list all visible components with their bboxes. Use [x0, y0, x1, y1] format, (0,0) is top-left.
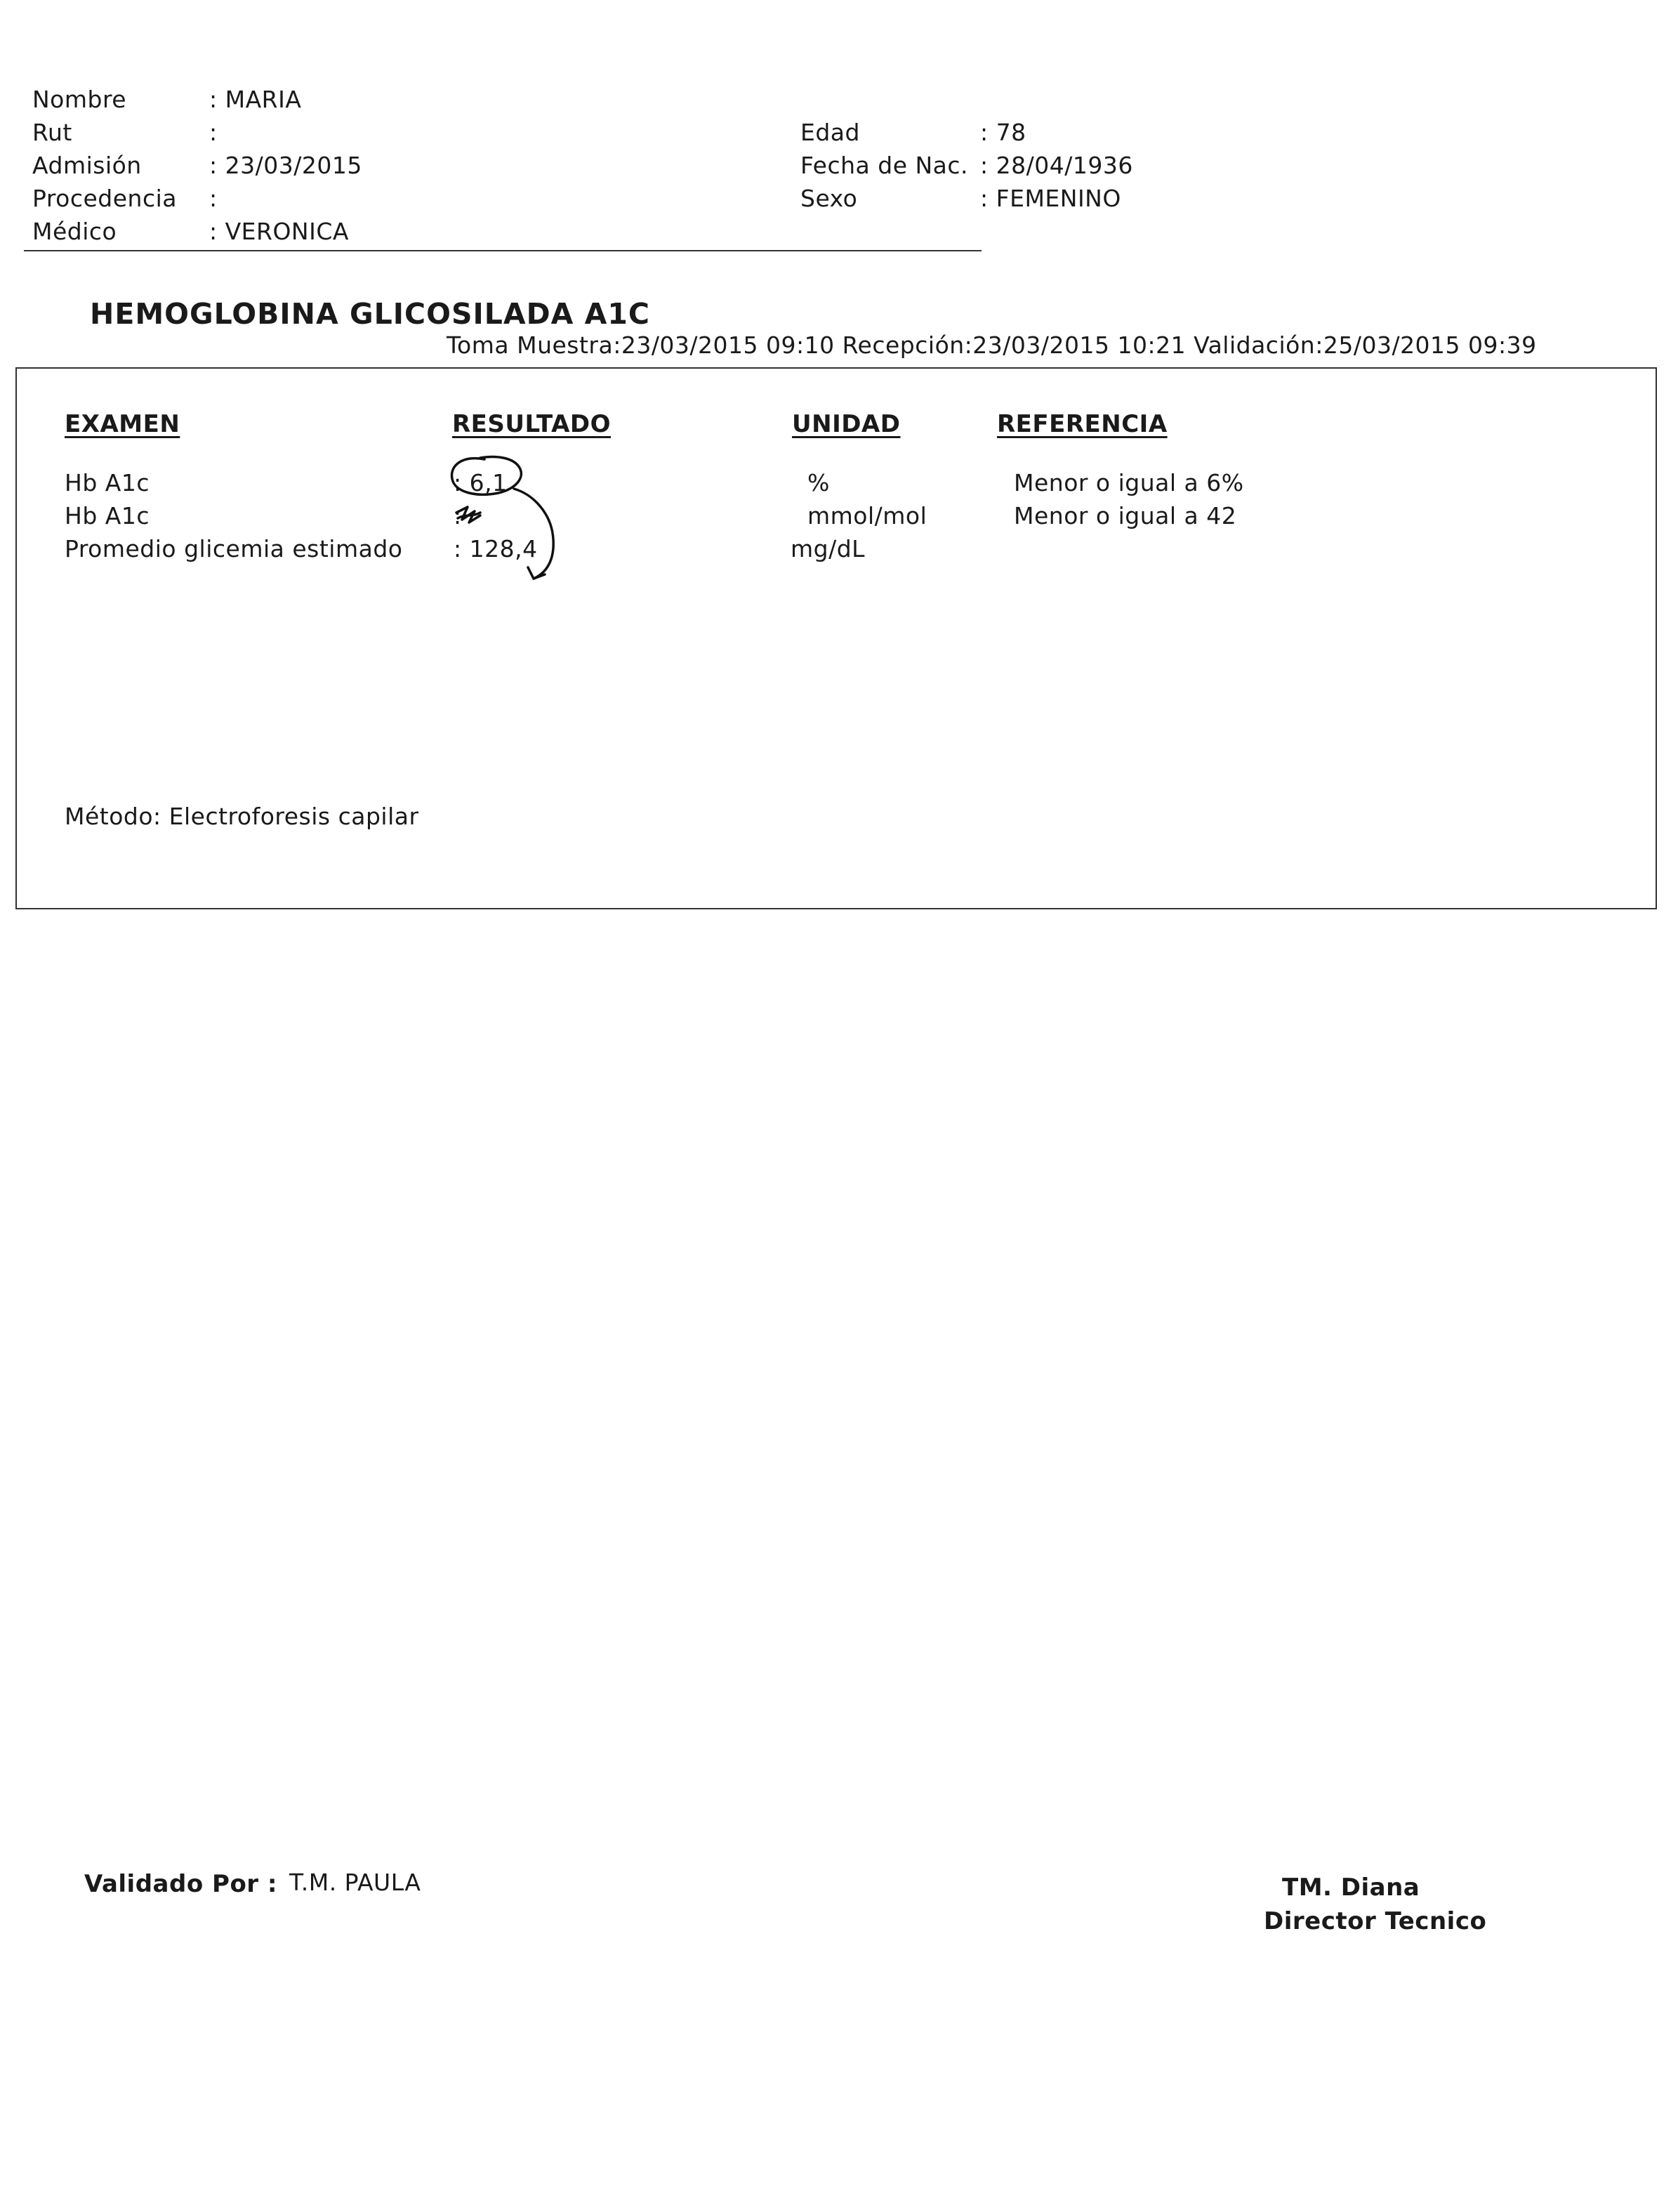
handwritten-annotation-icon: [421, 449, 583, 590]
nombre-label: Nombre: [32, 86, 127, 113]
row3-unidad: mg/dL: [791, 535, 866, 562]
admision-value: : 23/03/2015: [209, 152, 362, 179]
director-title: Director Tecnico: [1264, 1907, 1487, 1935]
procedencia-value: :: [209, 185, 218, 212]
col-header-unidad: UNIDAD: [792, 410, 901, 438]
method-text: Método: Electroforesis capilar: [65, 803, 419, 830]
rut-label: Rut: [32, 119, 72, 146]
row2-unidad: mmol/mol: [807, 502, 927, 529]
row2-resultado: :: [454, 502, 462, 529]
nombre-value: : MARIA: [209, 86, 302, 113]
validado-value: T.M. PAULA: [289, 1869, 421, 1896]
director-name: TM. Diana: [1282, 1874, 1420, 1902]
exam-title: HEMOGLOBINA GLICOSILADA A1C: [90, 297, 650, 331]
header-divider: [24, 250, 982, 251]
sexo-value: : FEMENINO: [980, 185, 1121, 212]
medico-value: : VERONICA: [209, 218, 349, 245]
row1-resultado: : 6,1: [454, 469, 508, 496]
medico-label: Médico: [32, 218, 117, 245]
col-header-referencia: REFERENCIA: [997, 410, 1168, 438]
procedencia-label: Procedencia: [32, 185, 177, 212]
sexo-label: Sexo: [800, 185, 858, 212]
row3-resultado: : 128,4: [454, 535, 538, 562]
edad-value: : 78: [980, 119, 1026, 146]
validado-label: Validado Por :: [84, 1870, 277, 1898]
row3-examen: Promedio glicemia estimado: [65, 535, 403, 562]
fecha-nac-value: : 28/04/1936: [980, 152, 1133, 179]
rut-value: :: [209, 119, 218, 146]
exam-timestamps: Toma Muestra:23/03/2015 09:10 Recepción:23/03/2015 10:21 Validación:25/03/2015 09:39: [447, 331, 1537, 359]
row1-referencia: Menor o igual a 6%: [1014, 469, 1244, 496]
admision-label: Admisión: [32, 152, 142, 179]
col-header-examen: EXAMEN: [65, 410, 180, 438]
row1-unidad: %: [807, 469, 830, 496]
row2-referencia: Menor o igual a 42: [1014, 502, 1237, 529]
row2-examen: Hb A1c: [65, 502, 150, 529]
edad-label: Edad: [800, 119, 860, 146]
fecha-nac-label: Fecha de Nac.: [800, 152, 969, 179]
row1-examen: Hb A1c: [65, 469, 150, 496]
col-header-resultado: RESULTADO: [452, 410, 612, 438]
